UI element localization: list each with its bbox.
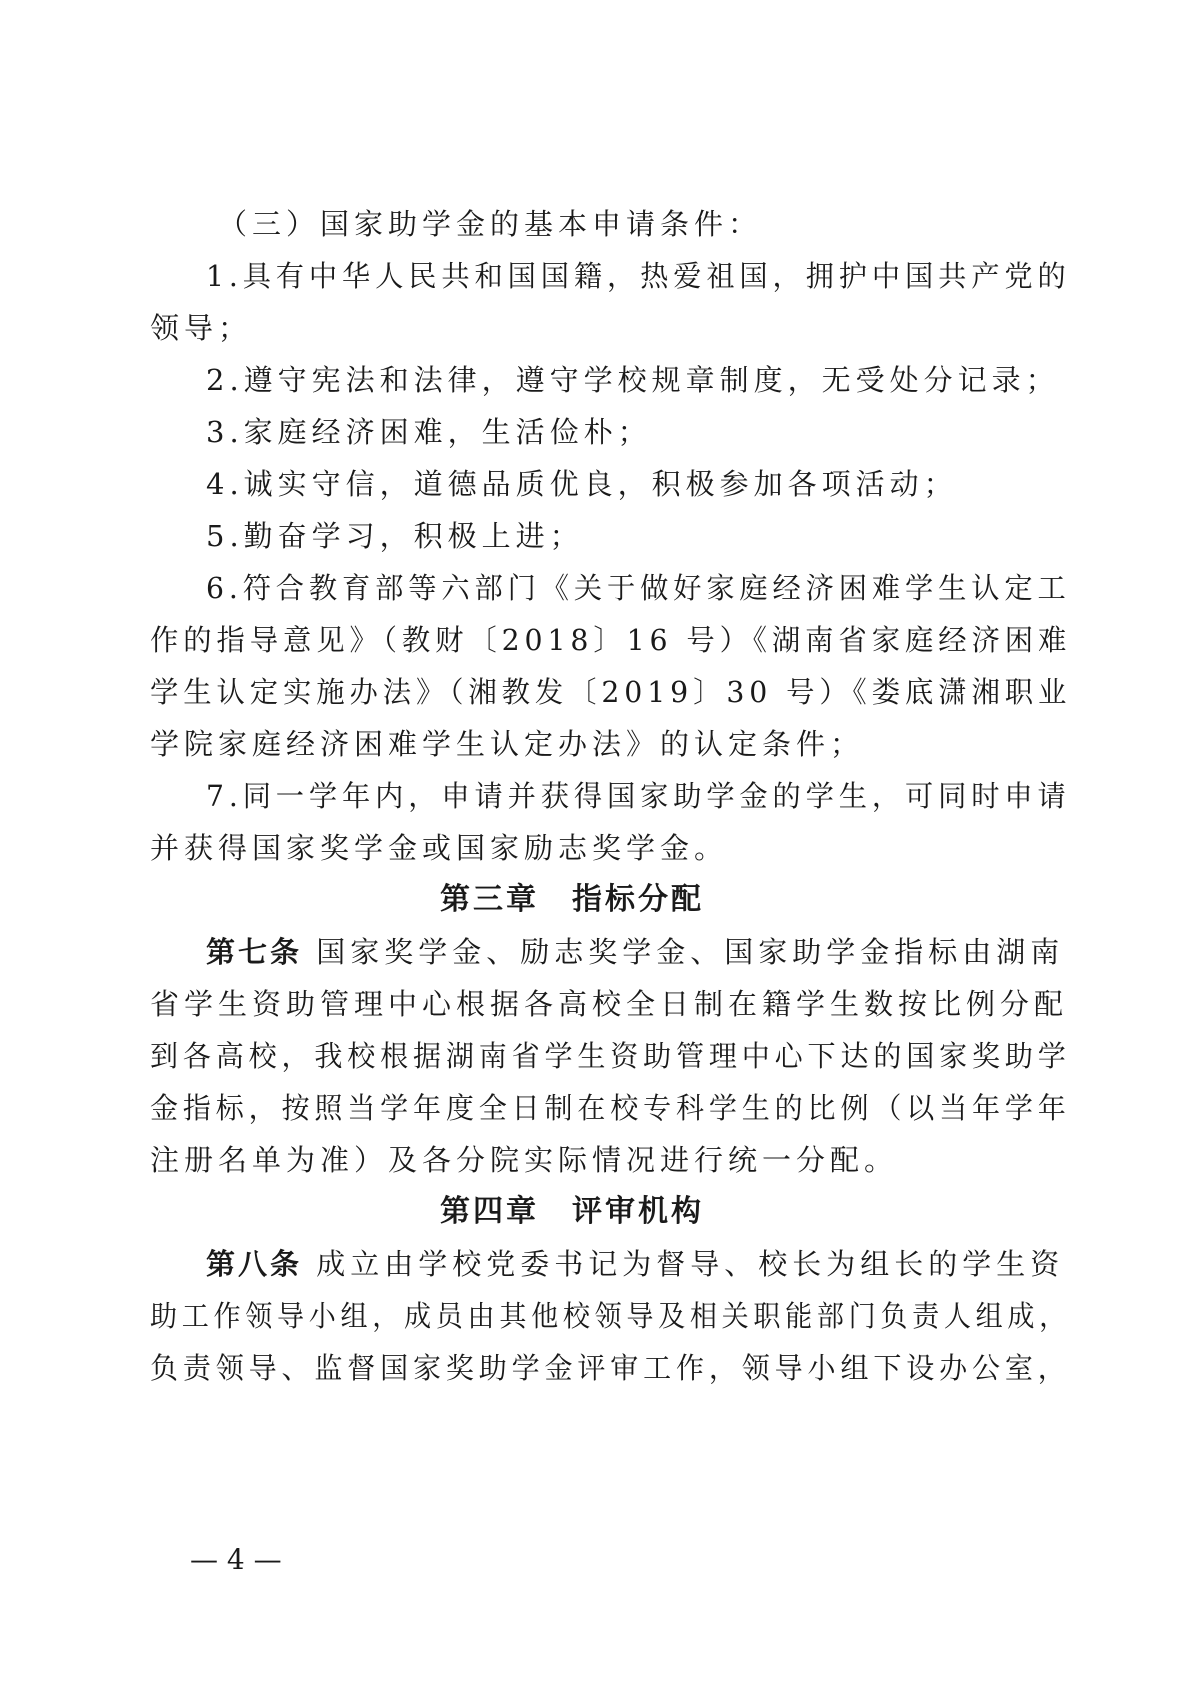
article-label: 第七条 bbox=[206, 935, 303, 969]
chapter-heading: 第三章 指标分配 bbox=[440, 882, 704, 917]
paragraph-line: 学院家庭经济困难学生认定办法》的认定条件； bbox=[150, 727, 865, 761]
chapter-heading: 第四章 评审机构 bbox=[440, 1194, 704, 1229]
paragraph-line: 并获得国家奖学金或国家励志奖学金。 bbox=[150, 831, 729, 865]
paragraph-line: 助工作领导小组，成员由其他校领导及相关职能部门负责人组成， bbox=[150, 1299, 1071, 1333]
paragraph-line: 4.诚实守信，道德品质优良，积极参加各项活动； bbox=[206, 467, 958, 501]
article-text: 成立由学校党委书记为督导、校长为组长的学生资 bbox=[302, 1247, 1065, 1281]
paragraph-line: 6.符合教育部等六部门《关于做好家庭经济困难学生认定工 bbox=[206, 571, 1071, 605]
article-text: 国家奖学金、励志奖学金、国家助学金指标由湖南 bbox=[302, 935, 1065, 969]
paragraph-line: 2.遵守宪法和法律，遵守学校规章制度，无受处分记录； bbox=[206, 363, 1060, 397]
paragraph-line: 1.具有中华人民共和国国籍，热爱祖国，拥护中国共产党的 bbox=[206, 259, 1071, 293]
paragraph-line: 负责领导、监督国家奖助学金评审工作，领导小组下设办公室， bbox=[150, 1351, 1071, 1385]
paragraph-line: 7.同一学年内，申请并获得国家助学金的学生，可同时申请 bbox=[206, 779, 1071, 813]
paragraph-line: 领导； bbox=[150, 311, 253, 345]
paragraph-line: 作的指导意见》（教财〔2018〕16 号）《湖南省家庭经济困难 bbox=[150, 623, 1072, 657]
paragraph-line: 3.家庭经济困难，生活俭朴； bbox=[206, 415, 652, 449]
article-first-line bbox=[206, 1244, 1064, 1284]
paragraph-line: 省学生资助管理中心根据各高校全日制在籍学生数按比例分配 bbox=[150, 987, 1069, 1021]
article-first-line bbox=[206, 932, 1064, 972]
paragraph-line: 注册名单为准）及各分院实际情况进行统一分配。 bbox=[150, 1143, 899, 1177]
paragraph-line: （三）国家助学金的基本申请条件： bbox=[218, 207, 763, 241]
paragraph-line: 学生认定实施办法》（湘教发〔2019〕30 号）《娄底潇湘职业 bbox=[150, 675, 1072, 709]
paragraph-line: 到各高校，我校根据湖南省学生资助管理中心下达的国家奖助学 bbox=[150, 1039, 1071, 1073]
paragraph-line: 5.勤奋学习，积极上进； bbox=[206, 519, 584, 553]
article-label: 第八条 bbox=[206, 1247, 303, 1281]
page-number: — 4 — bbox=[190, 1543, 282, 1576]
paragraph-line: 金指标，按照当学年度全日制在校专科学生的比例（以当年学年 bbox=[150, 1091, 1071, 1125]
